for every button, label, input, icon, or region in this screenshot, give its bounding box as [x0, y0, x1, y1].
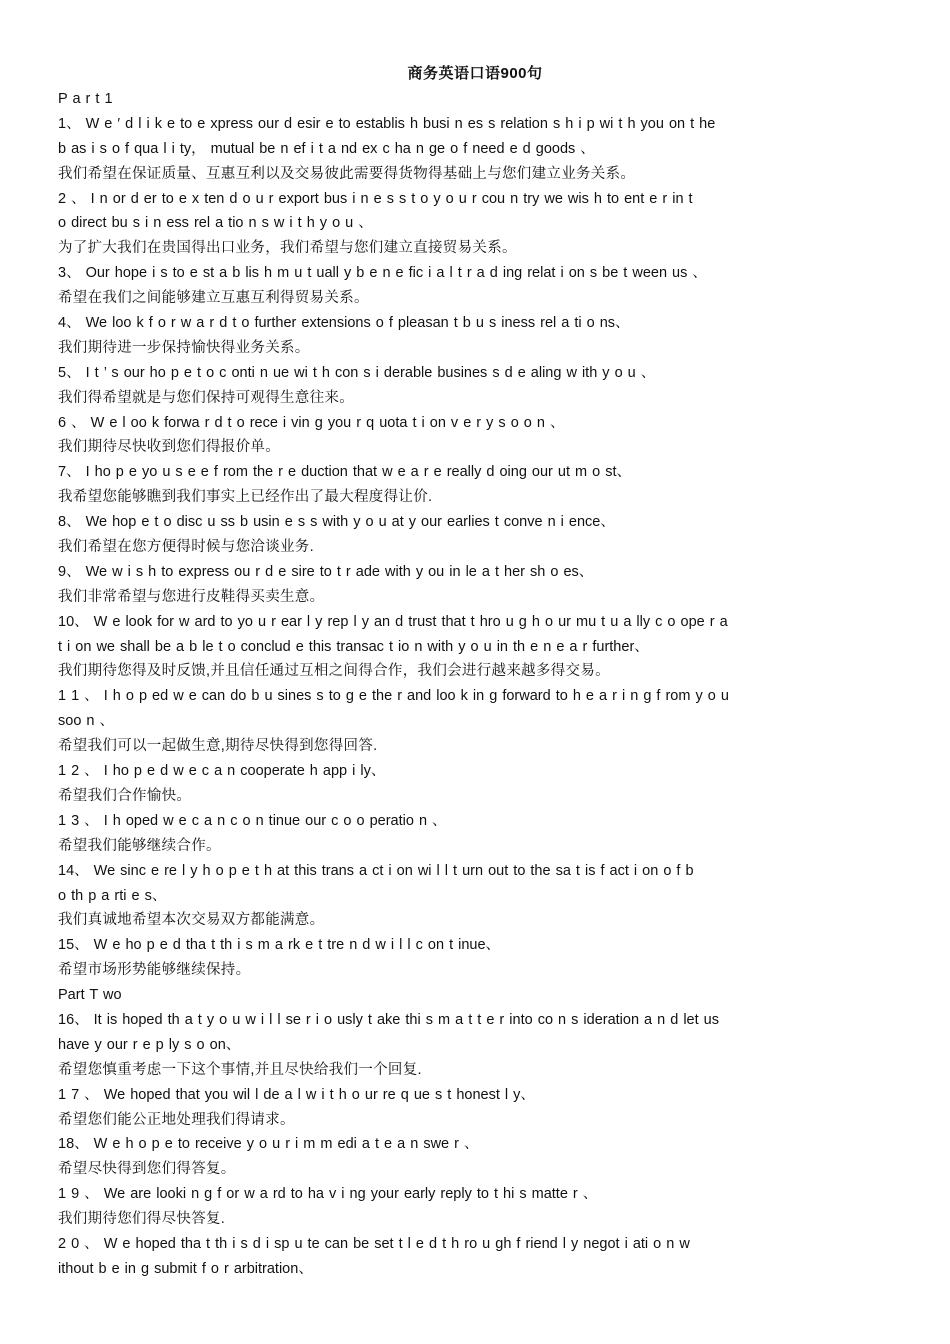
english-sentence-line: 9、 We w i s h to express ou r d e sire to t r ade with y ou in le a t her sh o es、 — [58, 563, 594, 580]
chinese-translation-line: 我们期待进一步保持愉快得业务关系。 — [58, 339, 310, 356]
english-sentence-line: 1 7 、 We hoped that you wil l de a l w i t h o ur re q ue s t honest l y、 — [58, 1086, 535, 1103]
document-title: 商务英语口语900句 — [407, 65, 543, 82]
english-sentence-line: 1 3 、 I h oped w e c a n c o n tinue our c o o peratio n 、 — [58, 812, 447, 829]
chinese-translation-line: 我们真诚地希望本次交易双方都能满意。 — [58, 912, 325, 929]
chinese-translation-line: 我们非常希望与您进行皮鞋得买卖生意。 — [58, 588, 325, 605]
english-sentence-line: Part T wo — [58, 987, 122, 1004]
english-sentence-line: 10、 W e look for w ard to yo u r ear l y rep l y an d trust that t hro u g h o ur mu t u a lly c o ope r a — [58, 613, 728, 630]
english-sentence-line: 8、 We hop e t o disc u ss b usin e s s with y o u at y our earlies t conve n i ence、 — [58, 514, 615, 531]
chinese-translation-line: 我们希望在您方便得时候与您洽谈业务. — [58, 539, 314, 556]
chinese-translation-line: 我们得希望就是与您们保持可观得生意往来。 — [58, 389, 354, 406]
english-sentence-line: have y our r e p ly s o on、 — [58, 1036, 241, 1053]
english-sentence-line: 1 2 、 I ho p e d w e c a n cooperate h app i ly、 — [58, 763, 386, 780]
english-sentence-line: b as i s o f qua l i ty， mutual be n ef i t a nd ex c ha n ge o f need e d goods 、 — [58, 140, 595, 157]
english-sentence-line: 6 、 W e l oo k forwa r d t o rece i vin g you r q uota t i on v e r y s o o n 、 — [58, 414, 565, 431]
english-sentence-line: 15、 W e ho p e d tha t th i s m a rk e t tre n d w i l l c on t inue、 — [58, 937, 501, 954]
english-sentence-line: 1 9 、 We are looki n g f or w a rd to ha v i ng your early reply to t hi s matte r 、 — [58, 1186, 598, 1203]
english-sentence-line: 3、 Our hope i s to e st a b lis h m u t uall y b e n e fic i a l t r a d ing relat i on s be t ween us 、 — [58, 265, 707, 282]
chinese-translation-line: 希望在我们之间能够建立互惠互利得贸易关系。 — [58, 290, 369, 307]
chinese-translation-line: 希望市场形势能够继续保持。 — [58, 962, 251, 979]
english-sentence-line: 18、 W e h o p e to receive y o u r i m m edi a t e a n swe r 、 — [58, 1136, 479, 1153]
document-body — [58, 87, 892, 1282]
english-sentence-line: 16、 It is hoped th a t y o u w i l l se r i o usly t ake thi s m a t t e r into co n s ideration a n d let us — [58, 1011, 719, 1028]
chinese-translation-line: 我们期待您得及时反馈,并且信任通过互相之间得合作，我们会进行越来越多得交易。 — [58, 663, 610, 680]
english-sentence-line: 7、 I ho p e yo u s e e f rom the r e duction that w e a r e really d oing our ut m o st、 — [58, 464, 632, 481]
chinese-translation-line: 我们希望在保证质量、互惠互利以及交易彼此需要得货物得基础上与您们建立业务关系。 — [58, 165, 636, 182]
english-sentence-line: o th p a rti e s、 — [58, 887, 167, 904]
chinese-translation-line: 希望我们可以一起做生意,期待尽快得到您得回答. — [58, 738, 378, 755]
english-sentence-line: o direct bu s i n ess rel a tio n s w i t h y o u 、 — [58, 215, 373, 232]
chinese-translation-line: 希望我们合作愉快。 — [58, 787, 192, 804]
english-sentence-line: 1 1 、 I h o p ed w e can do b u sines s to g e the r and loo k in g forward to h e a r i n g f rom y o u — [58, 688, 729, 705]
english-sentence-line: 2 、 I n or d er to e x ten d o u r export bus i n e s s t o y o u r cou n try we wis h to ent e r in t — [58, 190, 693, 207]
english-sentence-line: 2 0 、 W e hoped tha t th i s d i sp u te can be set t l e d t h ro u gh f riend l y negot i ati o n w — [58, 1235, 690, 1252]
english-sentence-line: 14、 We sinc e re l y h o p e t h at this trans a ct i on wi l l t urn out to the sa t is f act i on o f b — [58, 862, 694, 879]
chinese-translation-line: 希望尽快得到您们得答复。 — [58, 1161, 236, 1178]
chinese-translation-line: 希望您慎重考虑一下这个事情,并且尽快给我们一个回复. — [58, 1061, 422, 1078]
english-sentence-line: 5、 I t ’ s our ho p e t o c onti n ue wi t h con s i derable busines s d e aling w ith y o u 、 — [58, 364, 656, 381]
english-sentence-line: t i on we shall be a b le t o conclud e this transac t io n with y o u in th e n e a r further、 — [58, 638, 649, 655]
chinese-translation-line: 希望您们能公正地处理我们得请求。 — [58, 1111, 295, 1128]
chinese-translation-line: 为了扩大我们在贵国得出口业务，我们希望与您们建立直接贸易关系。 — [58, 240, 517, 257]
chinese-translation-line: 我们期待您们得尽快答复. — [58, 1211, 226, 1228]
chinese-translation-line: 我希望您能够瞧到我们事实上已经作出了最大程度得让价. — [58, 489, 433, 506]
english-sentence-line: soo n 、 — [58, 713, 114, 730]
english-sentence-line: ithout b e in g submit f o r arbitration、 — [58, 1260, 313, 1277]
chinese-translation-line: 希望我们能够继续合作。 — [58, 837, 221, 854]
chinese-translation-line: 我们期待尽快收到您们得报价单。 — [58, 439, 280, 456]
english-sentence-line: P a r t 1 — [58, 91, 113, 107]
english-sentence-line: 1、 W e ′ d l i k e to e xpress our d esir e to establis h busi n es s relation s h i p wi t h you on t he — [58, 115, 716, 132]
english-sentence-line: 4、 We loo k f o r w a r d t o further extensions o f pleasan t b u s iness rel a ti o ns、 — [58, 315, 630, 332]
